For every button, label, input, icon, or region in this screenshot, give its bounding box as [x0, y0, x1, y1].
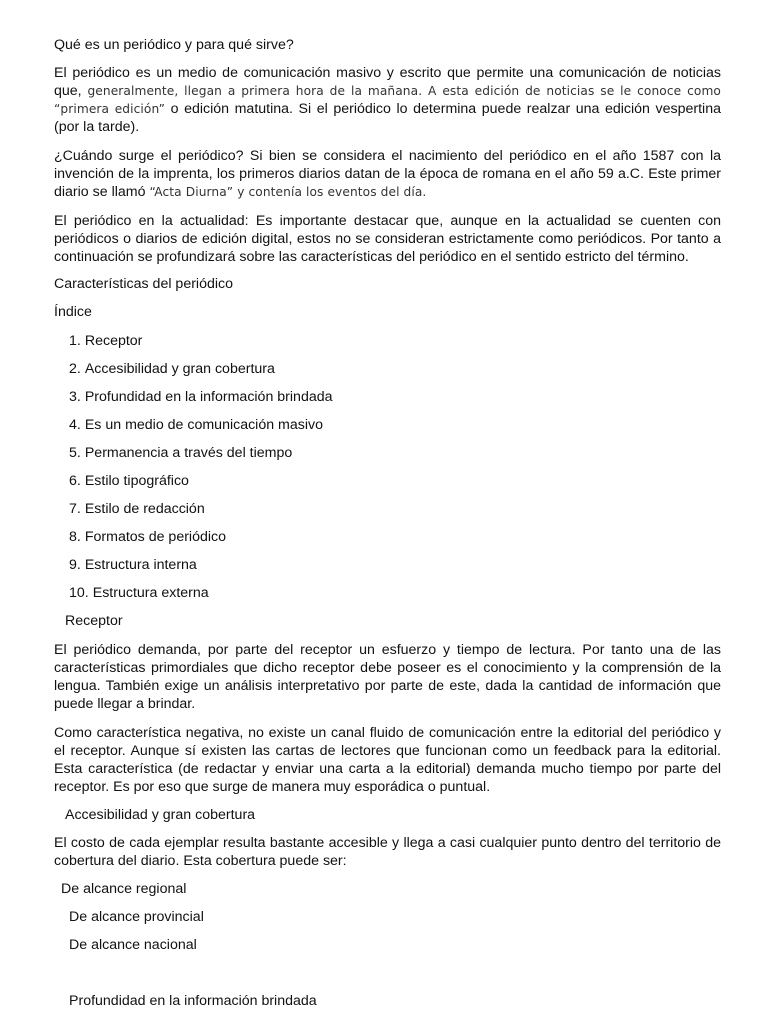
- accesibilidad-heading: Accesibilidad y gran cobertura: [65, 807, 256, 823]
- index-item-number: 2.: [69, 361, 81, 377]
- index-item-label: Estructura interna: [84, 557, 197, 573]
- index-item-number: 4.: [69, 417, 81, 433]
- index-item: [54, 584, 721, 612]
- index-item: [54, 556, 721, 584]
- index-item-label: Receptor: [84, 333, 143, 349]
- intro-paragraph-2-line-2: de la imprenta, los primeros diarios datan de la época de romana en el año 59 a.C. Este primer diario se llamó: [54, 166, 722, 200]
- intro-paragraph-2-line-1: ¿Cuándo surge el periódico? Si bien se considera el nacimiento del periódico en el año 1587 con la invención: [54, 148, 721, 182]
- index-item-label: Profundidad en la información brindada: [84, 389, 333, 405]
- index-item-label: Permanencia a través del tiempo: [84, 445, 293, 461]
- intro-title: Qué es un periódico y para qué sirve?: [54, 37, 294, 53]
- index-item: [54, 332, 721, 360]
- index-item-number: 8.: [69, 529, 81, 545]
- receptor-heading: Receptor: [65, 613, 123, 629]
- intro-paragraph-1-line-1: El periódico es un medio de comunicación masivo y escrito que permite una comunicación de noticias que,: [54, 65, 721, 99]
- document-page: [54, 36, 721, 1010]
- scope-item: De alcance provincial: [69, 909, 204, 925]
- index-item-label: Accesibilidad y gran cobertura: [84, 361, 275, 377]
- intro-paragraph-1-line-3: o edición matutina. Si el periódico lo determina puede realzar una edición vespertina (por la tarde).: [54, 101, 721, 135]
- index-item-number: 10.: [69, 585, 89, 601]
- scope-item: De alcance regional: [61, 881, 187, 897]
- receptor-paragraph-1: El periódico demanda, por parte del receptor un esfuerzo y tiempo de lectura. Por tanto una de las características primordiales que dicho receptor debe poseer es el conocimiento y la comprensión de la lengua. También exige un análisis interpretativo por parte de este, dada la cantidad de información que puede llegar a brindar.: [54, 642, 721, 712]
- index-title: Índice: [54, 304, 92, 320]
- intro-paragraph-2-line-3: “Acta Diurna” y contenía los eventos del día.: [149, 185, 427, 199]
- scope-item: De alcance nacional: [69, 937, 197, 953]
- index-item: [54, 388, 721, 416]
- intro-paragraph-1: [54, 64, 721, 136]
- intro-paragraph-1-edicion: edición”: [114, 102, 166, 116]
- accesibilidad-paragraph-1: El costo de cada ejemplar resulta bastante accesible y llega a casi cualquier punto dentro del territorio de cobertura del diario. Esta cobertura puede ser:: [54, 835, 721, 869]
- index-item-number: 3.: [69, 389, 81, 405]
- intro-paragraph-3: El periódico en la actualidad: Es importante destacar que, aunque en la actualidad se cuenten con periódicos o diarios de edición digital, estos no se consideran estrictamente como periódicos. Por tanto a continuación se profundizará sobre las características del periódico en el sentido estricto del término.: [54, 213, 721, 265]
- index-item-number: 5.: [69, 445, 81, 461]
- index-item-number: 9.: [69, 557, 81, 573]
- intro-paragraph-1-line-2: generalmente, llegan a primera hora de la mañana. A esta edición de noticias se le conoce como “primera: [54, 84, 721, 116]
- index-item-label: Estructura externa: [92, 585, 209, 601]
- profundidad-heading: Profundidad en la información brindada: [69, 993, 317, 1009]
- index-item-label: Estilo de redacción: [84, 501, 205, 517]
- receptor-paragraph-2: Como característica negativa, no existe un canal fluido de comunicación entre la editorial del periódico y el receptor. Aunque sí existen las cartas de lectores que funcionan como un feedback para la editorial. Esta característica (de redactar y enviar una carta a la editorial) demanda mucho tiempo por parte del receptor. Es por eso que surge de manera muy esporádica o puntual.: [54, 725, 721, 795]
- index-item-label: Estilo tipográfico: [84, 473, 189, 489]
- index-item: [54, 500, 721, 528]
- index-item-number: 6.: [69, 473, 81, 489]
- index-list: [54, 332, 721, 612]
- index-item-label: Es un medio de comunicación masivo: [84, 417, 323, 433]
- intro-paragraph-2: [54, 147, 721, 201]
- index-item: [54, 360, 721, 388]
- index-item: [54, 444, 721, 472]
- index-item-label: Formatos de periódico: [84, 529, 226, 545]
- index-item: [54, 416, 721, 444]
- index-item: [54, 472, 721, 500]
- characteristics-title: Características del periódico: [54, 276, 233, 292]
- index-item-number: 1.: [69, 333, 81, 349]
- index-item-number: 7.: [69, 501, 81, 517]
- index-item: [54, 528, 721, 556]
